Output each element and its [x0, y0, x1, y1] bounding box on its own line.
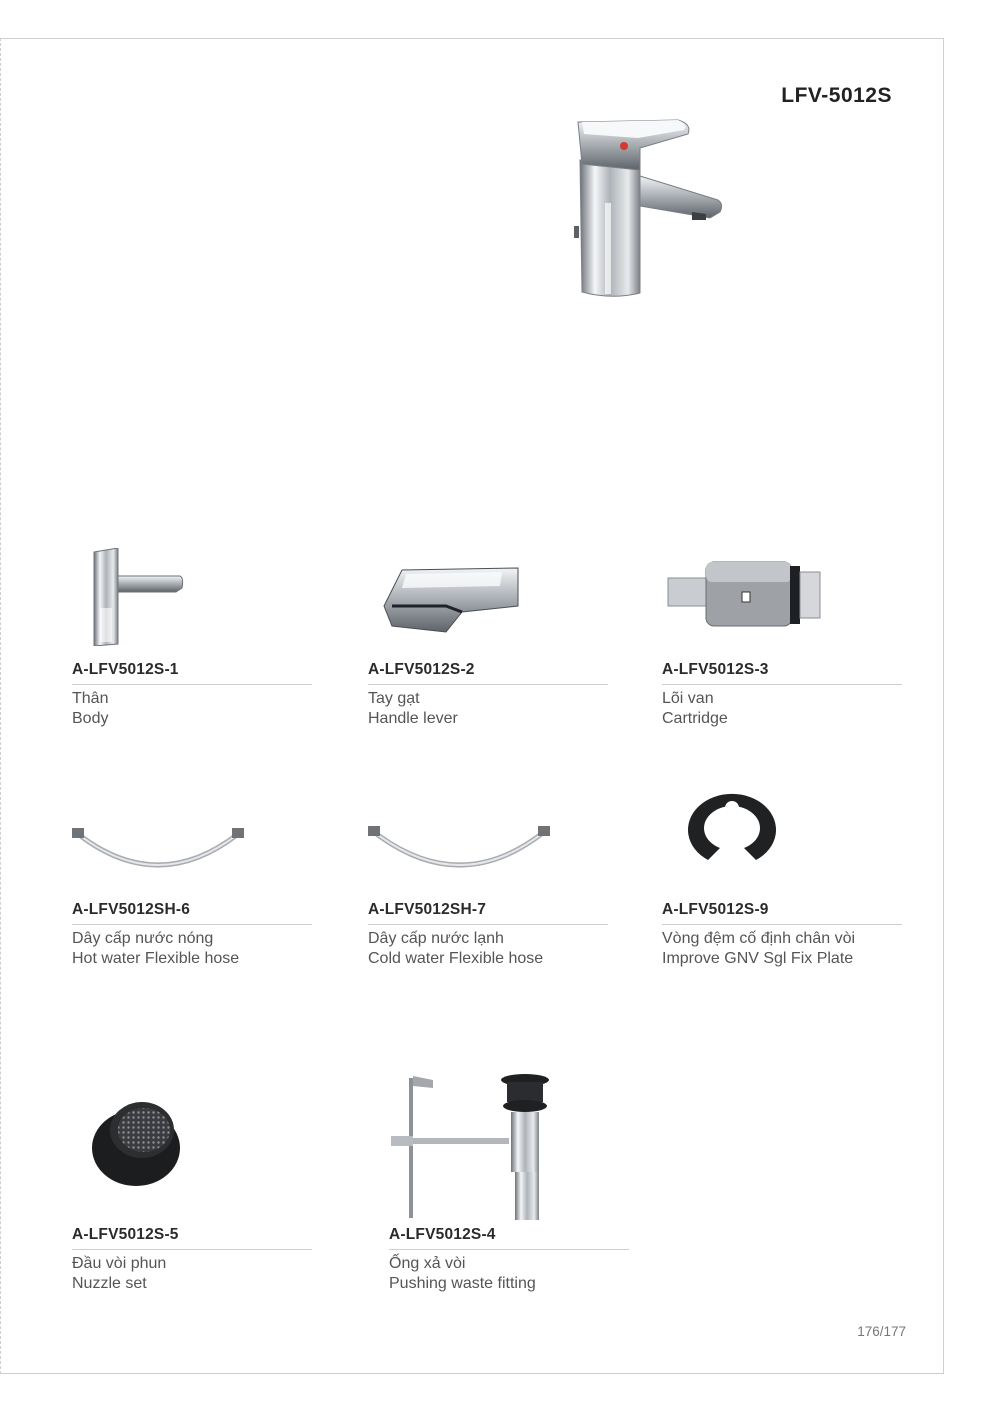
divider	[368, 684, 608, 685]
part-name-vi: Dây cấp nước nóng	[72, 930, 214, 947]
part-name-vi: Đầu vòi phun	[72, 1255, 167, 1272]
part-code: A-LFV5012S-4	[389, 1226, 496, 1243]
part-code: A-LFV5012S-2	[368, 661, 475, 678]
part-card	[72, 788, 312, 978]
part-code: A-LFV5012SH-7	[368, 901, 487, 918]
basin-faucet-icon	[560, 108, 740, 303]
part-code: A-LFV5012SH-6	[72, 901, 191, 918]
flexible-hose-icon	[72, 826, 244, 876]
divider	[72, 1249, 312, 1250]
part-code: A-LFV5012S-3	[662, 661, 769, 678]
part-name-vi: Ống xả vòi	[389, 1255, 466, 1272]
waste-fitting-icon	[389, 1074, 551, 1222]
cartridge-icon	[666, 552, 830, 632]
part-name-en: Body	[72, 710, 109, 727]
fix-plate-icon	[684, 790, 778, 864]
part-code: A-LFV5012S-9	[662, 901, 769, 918]
page-number: 176/177	[857, 1324, 906, 1339]
handle-lever-icon	[382, 566, 522, 634]
part-name-vi: Tay gạt	[368, 690, 420, 707]
flexible-hose-icon	[368, 824, 550, 876]
part-name-en: Cartridge	[662, 710, 728, 727]
part-name-vi: Dây cấp nước lạnh	[368, 930, 504, 947]
part-code: A-LFV5012S-1	[72, 661, 179, 678]
part-card	[72, 1088, 312, 1303]
part-card	[368, 548, 608, 738]
part-name-en: Nuzzle set	[72, 1275, 147, 1292]
divider	[389, 1249, 629, 1250]
divider	[368, 924, 608, 925]
part-name-vi: Vòng đệm cố định chân vòi	[662, 930, 856, 947]
part-name-en: Cold water Flexible hose	[368, 950, 544, 967]
part-name-en: Improve GNV Sgl Fix Plate	[662, 950, 854, 967]
divider	[662, 684, 902, 685]
divider	[72, 924, 312, 925]
faucet-body-icon	[92, 548, 184, 646]
part-name-vi: Lõi van	[662, 690, 714, 707]
part-name-en: Pushing waste fitting	[389, 1275, 536, 1292]
product-model-title: LFV-5012S	[781, 84, 892, 107]
part-card	[389, 1074, 629, 1304]
part-card	[662, 548, 902, 738]
part-name-en: Hot water Flexible hose	[72, 950, 240, 967]
aerator-icon	[86, 1090, 186, 1190]
part-card	[72, 548, 312, 738]
part-card	[662, 788, 902, 978]
part-code: A-LFV5012S-5	[72, 1226, 179, 1243]
part-name-vi: Thân	[72, 690, 109, 707]
part-card	[368, 788, 608, 978]
divider	[662, 924, 902, 925]
part-name-en: Handle lever	[368, 710, 458, 727]
divider	[72, 684, 312, 685]
